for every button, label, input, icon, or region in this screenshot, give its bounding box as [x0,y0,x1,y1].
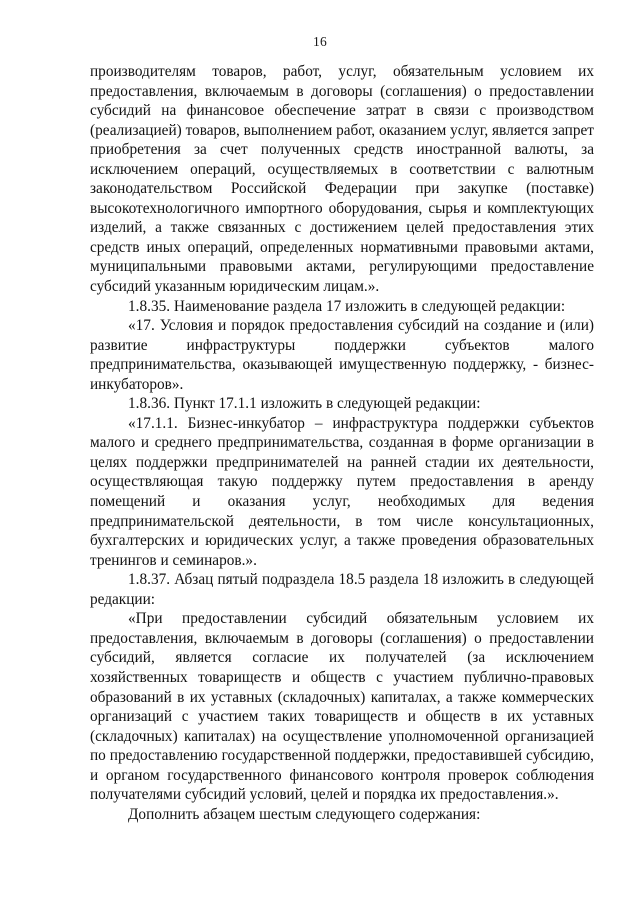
document-body [90,62,594,824]
page-number: 16 [312,34,328,49]
paragraph-amendment-1-8-35: 1.8.35. Наименование раздела 17 изложить в следующей редакции: [128,297,566,315]
paragraph-subsection-18-5-text: «При предоставлении субсидий обязательным условием их предоставления, включаемым в договоры (соглашения) о предоставлении субсидий, является согласие их получателей (за исключением хозяйственных товариществ и обществ с участием публично-правовых образований в их уставных (складочных) капиталах, а также коммерческих организаций с участием таких товариществ и обществ в их уставных (складочных) капиталах) на осуществление уполномоченной организацией по предоставлению государственной поддержки, предоставившей субсидию, и органом государственного финансового контроля проверок соблюдения получателями субсидий условий, целей и порядка их предоставления.». [90,610,594,804]
paragraph-item-17-1-1: «17.1.1. Бизнес-инкубатор – инфраструктура поддержки субъектов малого и среднего предпринимательства, созданная в форме организации в целях поддержки предпринимателей на ранней стадии их деятельности, осуществляющая такую поддержку путем предоставления в аренду помещений и оказания услуг, необходимых для ведения предпринимательской деятельности, в том числе консультационных, бухгалтерских и юридических услуг, а также проведения образовательных тренингов и семинаров.». [90,414,594,569]
paragraph-amendment-1-8-36: 1.8.36. Пункт 17.1.1 изложить в следующей редакции: [128,395,481,413]
paragraph-section-17-title: «17. Условия и порядок предоставления субсидий на создание и (или) развитие инфраструктуры поддержки субъектов малого предпринимательства, оказывающей имущественную поддержку, - бизнес-инкубаторов». [90,317,594,393]
paragraph-continuation: производителям товаров, работ, услуг, обязательным условием их предоставления, включаемым в договоры (соглашения) о предоставлении субсидий на финансовое обеспечение затрат в связи с производством (реализацией) товаров, выполнением работ, оказанием услуг, является запрет приобретения за счет полученных средств иностранной валюты, за исключением операций, осуществляемых в соответствии с валютным законодательством Российской Федерации при закупке (поставке) высокотехнологичного импортного оборудования, сырья и комплектующих изделий, а также связанных с достижением целей предоставления этих средств иных операций, определенных нормативными правовыми актами, муниципальными правовыми актами, регулирующими предоставление субсидий указанным юридическим лицам.». [90,63,594,296]
paragraph-amendment-1-8-37: 1.8.37. Абзац пятый подраздела 18.5 раздела 18 изложить в следующей редакции: [90,571,594,608]
paragraph-add-sixth-clause: Дополнить абзацем шестым следующего содержания: [128,805,481,823]
